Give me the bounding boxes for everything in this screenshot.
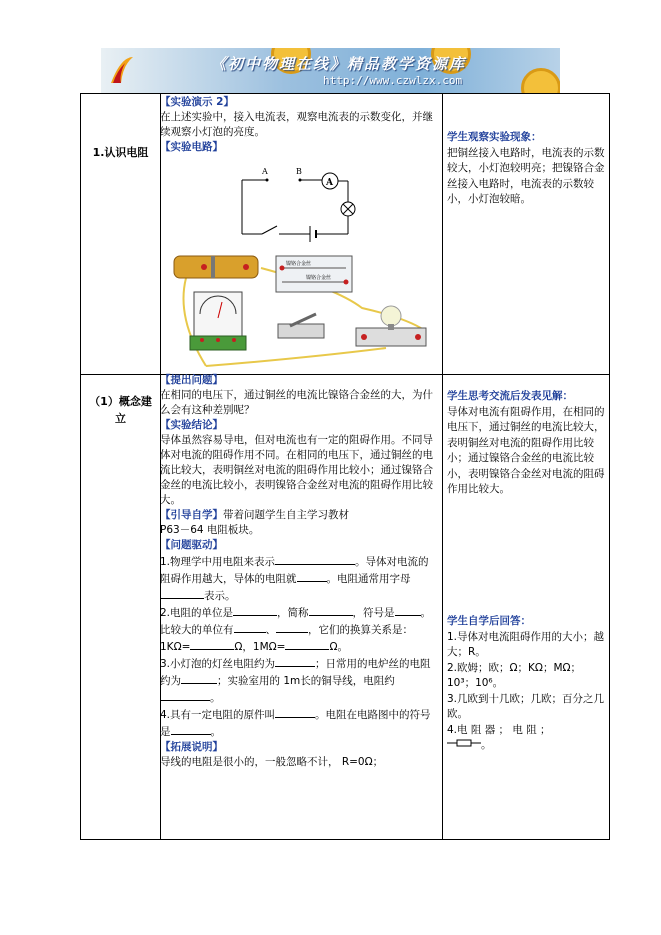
demo-heading: 【实验演示 2】 xyxy=(160,96,234,108)
observation-block xyxy=(447,130,605,208)
sunflower-decoration xyxy=(521,68,560,93)
answers-block xyxy=(447,614,605,754)
circuit-heading: 【实验电路】 xyxy=(160,141,223,153)
answer-blank[interactable] xyxy=(171,723,211,735)
answer-blank[interactable] xyxy=(395,604,421,616)
subsection-label: （1）概念建立 xyxy=(89,395,152,425)
guide-text: 带着问题学生自主学习教材 xyxy=(223,509,349,521)
terminal-b-label: B xyxy=(296,167,302,176)
answers-heading: 学生自学后回答： xyxy=(447,615,531,627)
conclusion-heading: 【实验结论】 xyxy=(160,419,223,431)
experiment-photo xyxy=(166,248,436,372)
section-label: 1.认识电阻 xyxy=(92,146,149,159)
answer-4: 4.电 阻 器 ； 电 阻 ； 。 xyxy=(447,723,551,751)
answer-blank[interactable] xyxy=(234,621,266,633)
answer-blank[interactable] xyxy=(160,689,210,701)
guide-heading: 【引导自学】 xyxy=(160,509,223,521)
answer-blank[interactable] xyxy=(190,638,234,650)
answer-blank[interactable] xyxy=(275,655,315,667)
answer-blank[interactable] xyxy=(276,621,308,633)
answer-blank[interactable] xyxy=(233,604,277,616)
answer-blank[interactable] xyxy=(309,604,353,616)
question-4: 4.具有一定电阻的原件叫 。电阻在电路图中的符号是 。 xyxy=(160,706,438,740)
resistor-symbol-icon xyxy=(447,738,481,748)
answer-blank[interactable] xyxy=(181,672,217,684)
circuit-diagram xyxy=(232,164,362,246)
extension-heading: 【拓展说明】 xyxy=(160,741,223,753)
guide-pages: P63－64 电阻板块。 xyxy=(160,524,260,536)
extension-text: 导线的电阻是很小的，一般忽略不计， R=0Ω； xyxy=(160,756,384,768)
drive-heading: 【问题驱动】 xyxy=(160,539,223,551)
answer-1: 1.导体对电流阻碍作用的大小；越大；R。 xyxy=(447,630,605,658)
answer-blank[interactable] xyxy=(275,706,315,718)
answer-3: 3.几欧到十几欧；几欧；百分之几欧。 xyxy=(447,692,605,720)
question-section xyxy=(160,373,438,770)
wire-label-2: 镍铬合金丝 xyxy=(306,275,332,281)
answer-blank[interactable] xyxy=(275,553,355,565)
discussion-block xyxy=(447,389,605,498)
answer-blank[interactable] xyxy=(285,638,329,650)
ammeter-symbol: A xyxy=(326,178,333,188)
question-text: 在相同的电压下，通过铜丝的电流比镍铬合金丝的大，为什么会有这种差别呢？ xyxy=(160,389,433,416)
answer-blank[interactable] xyxy=(297,570,327,582)
answer-2: 2.欧姆；欧；Ω；KΩ；MΩ；10³；10⁶。 xyxy=(447,661,582,689)
question-3: 3.小灯泡的灯丝电阻约为 ；日常用的电炉丝的电阻约为 ；实验室用的 1m长的铜导线，电阻约。 xyxy=(160,655,438,706)
wire-label-1: 镍铬合金丝 xyxy=(286,261,312,267)
question-1: 1.物理学中用电阻来表示 。导体对电流的阻碍作用越大，导体的电阻就 。电阻通常用字母表示。 xyxy=(160,553,438,604)
banner-title: 《初中物理在线》精品教学资源库 xyxy=(211,55,467,73)
header-banner xyxy=(101,48,560,93)
site-logo-icon xyxy=(107,53,137,87)
discussion-heading: 学生思考交流后发表见解： xyxy=(447,390,573,402)
banner-url: http://www.czwlzx.com xyxy=(323,74,463,87)
discussion-text: 导体对电流有阻碍作用，在相同的电压下，通过铜丝的电流比较大，表明铜丝对电流的阻碍作用比较小；通过镍铬合金丝的电流比较小，表明镍铬合金丝对电流的阻碍作用比较大。 xyxy=(447,405,605,495)
answer-blank[interactable] xyxy=(160,587,204,599)
demo-text: 在上述实验中，接入电流表，观察电流表的示数变化，并继续观察小灯泡的亮度。 xyxy=(160,111,433,138)
observation-text: 把铜丝接入电路时，电流表的示数较大，小灯泡较明亮；把镍铬合金丝接入电路时，电流表的示数较小，小灯泡较暗。 xyxy=(447,146,605,205)
question-heading: 【提出问题】 xyxy=(160,374,223,386)
question-2: 2.电阻的单位是 ，简称 ，符号是 。比较大的单位有 、 ，它们的换算关系是： 1KΩ= Ω，1MΩ= Ω。 xyxy=(160,604,438,655)
observation-heading: 学生观察实验现象： xyxy=(447,131,542,143)
conclusion-text: 导体虽然容易导电，但对电流也有一定的阻碍作用。不同导体对电流的阻碍作用不同。在相同的电压下，通过铜丝的电流比较大，表明铜丝对电流的阻碍作用比较小；通过镍铬合金丝的电流比较小，表明镍铬合金丝对电流的阻碍作用比较大。 xyxy=(160,434,433,506)
demo-section xyxy=(160,95,438,155)
terminal-a-label: A xyxy=(262,167,268,176)
